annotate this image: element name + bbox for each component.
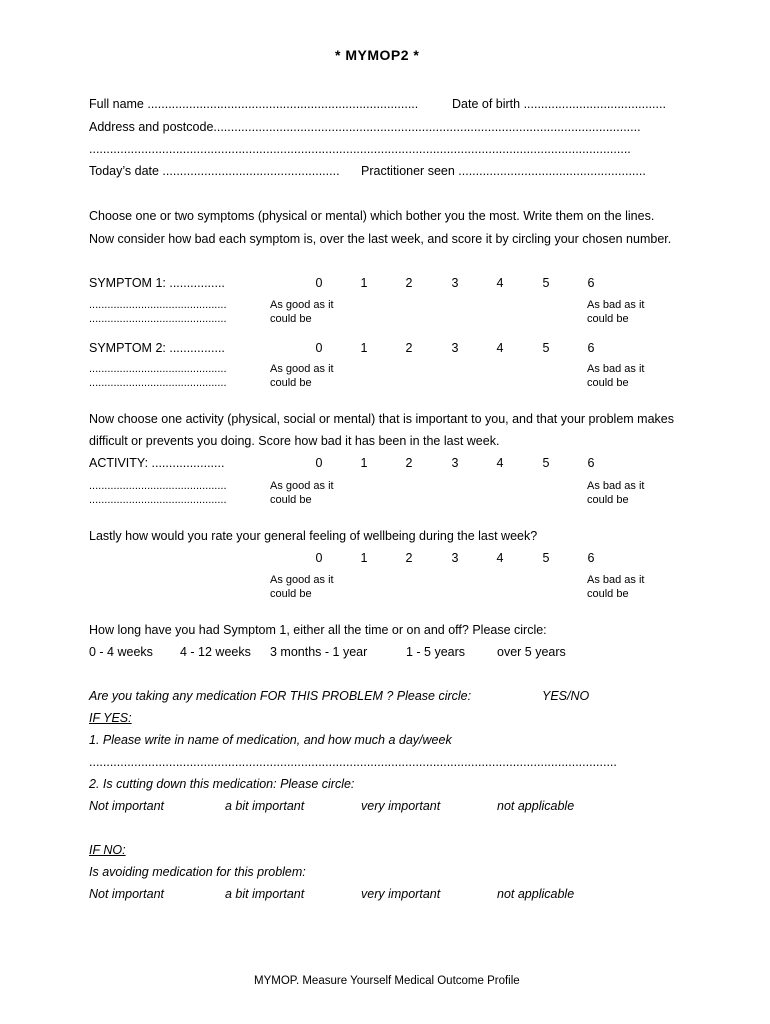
duration-option[interactable]: 1 - 5 years bbox=[406, 645, 466, 659]
scale-2[interactable]: 2 bbox=[405, 341, 413, 355]
scale-3[interactable]: 3 bbox=[451, 551, 459, 565]
scale-4[interactable]: 4 bbox=[496, 341, 504, 355]
anchor-bad-line-1: As bad as it bbox=[587, 363, 645, 375]
instruction-line-2: Now consider how bad each symptom is, over the last week, and score it by circling your chosen number. bbox=[89, 232, 672, 246]
scale-6[interactable]: 6 bbox=[587, 456, 595, 470]
anchor-good-line-2: could be bbox=[270, 494, 312, 506]
scale-1[interactable]: 1 bbox=[360, 276, 368, 290]
duration-option[interactable]: 3 months - 1 year bbox=[270, 645, 368, 659]
dob-field[interactable]: Date of birth ......................................... bbox=[452, 97, 666, 111]
instruction-line-1: Choose one or two symptoms (physical or mental) which bother you the most. Write them on the lines. bbox=[89, 209, 655, 223]
anchor-good-line-1: As good as it bbox=[270, 574, 334, 586]
symptom-2-label[interactable]: SYMPTOM 2: ................ bbox=[89, 341, 225, 355]
anchor-bad-line-1: As bad as it bbox=[587, 574, 645, 586]
footer: MYMOP. Measure Yourself Medical Outcome Profile bbox=[254, 975, 520, 987]
anchor-good-line-2: could be bbox=[270, 588, 312, 600]
avoiding-medication-question: Is avoiding medication for this problem: bbox=[89, 865, 306, 879]
scale-0[interactable]: 0 bbox=[315, 341, 323, 355]
scale-1[interactable]: 1 bbox=[360, 456, 368, 470]
anchor-good-line-1: As good as it bbox=[270, 480, 334, 492]
scale-1[interactable]: 1 bbox=[360, 341, 368, 355]
avoid-importance-option[interactable]: a bit important bbox=[225, 887, 305, 901]
duration-option[interactable]: over 5 years bbox=[497, 645, 566, 659]
anchor-bad-line-2: could be bbox=[587, 313, 629, 325]
activity-intro-line-1: Now choose one activity (physical, social or mental) that is important to you, and that your problem makes bbox=[89, 412, 674, 426]
todays-date-field[interactable]: Today’s date ................................................... bbox=[89, 164, 340, 178]
duration-option[interactable]: 4 - 12 weeks bbox=[180, 645, 251, 659]
scale-5[interactable]: 5 bbox=[542, 276, 550, 290]
scale-2[interactable]: 2 bbox=[405, 551, 413, 565]
symptom-2-line-2[interactable]: ............................................. bbox=[89, 377, 227, 389]
wellbeing-question: Lastly how would you rate your general feeling of wellbeing during the last week? bbox=[89, 529, 538, 543]
duration-question: How long have you had Symptom 1, either all the time or on and off? Please circle: bbox=[89, 623, 547, 637]
scale-4[interactable]: 4 bbox=[496, 456, 504, 470]
importance-option[interactable]: a bit important bbox=[225, 799, 305, 813]
form-title: * MYMOP2 * bbox=[335, 47, 420, 63]
scale-1[interactable]: 1 bbox=[360, 551, 368, 565]
anchor-bad-line-2: could be bbox=[587, 588, 629, 600]
anchor-good-line-2: could be bbox=[270, 377, 312, 389]
anchor-bad-line-2: could be bbox=[587, 494, 629, 506]
medication-name-question: 1. Please write in name of medication, and how much a day/week bbox=[89, 733, 452, 747]
scale-2[interactable]: 2 bbox=[405, 276, 413, 290]
practitioner-field[interactable]: Practitioner seen ...................................................... bbox=[361, 164, 646, 178]
scale-3[interactable]: 3 bbox=[451, 276, 459, 290]
medication-question: Are you taking any medication FOR THIS PROBLEM ? Please circle: bbox=[89, 689, 472, 703]
scale-0[interactable]: 0 bbox=[315, 276, 323, 290]
symptom-1-line-1[interactable]: ............................................. bbox=[89, 299, 227, 311]
scale-6[interactable]: 6 bbox=[587, 551, 595, 565]
if-no-heading: IF NO: bbox=[89, 843, 126, 857]
yes-no-option[interactable]: YES/NO bbox=[542, 689, 590, 703]
scale-6[interactable]: 6 bbox=[587, 276, 595, 290]
anchor-bad-line-2: could be bbox=[587, 377, 629, 389]
duration-option[interactable]: 0 - 4 weeks bbox=[89, 645, 153, 659]
scale-0[interactable]: 0 bbox=[315, 551, 323, 565]
scale-3[interactable]: 3 bbox=[451, 456, 459, 470]
scale-5[interactable]: 5 bbox=[542, 341, 550, 355]
avoid-importance-option[interactable]: very important bbox=[361, 887, 441, 901]
importance-option[interactable]: not applicable bbox=[497, 799, 575, 813]
anchor-bad-line-1: As bad as it bbox=[587, 299, 645, 311]
if-yes-heading: IF YES: bbox=[89, 711, 132, 725]
address-continuation-field[interactable]: ............................................................................................................................................................ bbox=[89, 142, 631, 156]
avoid-importance-option[interactable]: Not important bbox=[89, 887, 165, 901]
importance-option[interactable]: Not important bbox=[89, 799, 165, 813]
medication-name-field[interactable]: ........................................................................................................................................................ bbox=[89, 755, 617, 769]
full-name-field[interactable]: Full name .............................................................................. bbox=[89, 97, 419, 111]
activity-line-1[interactable]: ............................................. bbox=[89, 480, 227, 492]
scale-3[interactable]: 3 bbox=[451, 341, 459, 355]
activity-line-2[interactable]: ............................................. bbox=[89, 494, 227, 506]
symptom-2-line-1[interactable]: ............................................. bbox=[89, 363, 227, 375]
scale-4[interactable]: 4 bbox=[496, 551, 504, 565]
importance-option[interactable]: very important bbox=[361, 799, 441, 813]
scale-5[interactable]: 5 bbox=[542, 456, 550, 470]
anchor-good-line-2: could be bbox=[270, 313, 312, 325]
anchor-good-line-1: As good as it bbox=[270, 299, 334, 311]
symptom-1-line-2[interactable]: ............................................. bbox=[89, 313, 227, 325]
activity-intro-line-2: difficult or prevents you doing. Score how bad it has been in the last week. bbox=[89, 434, 500, 448]
avoid-importance-option[interactable]: not applicable bbox=[497, 887, 575, 901]
symptom-1-label[interactable]: SYMPTOM 1: ................ bbox=[89, 276, 225, 290]
scale-5[interactable]: 5 bbox=[542, 551, 550, 565]
anchor-bad-line-1: As bad as it bbox=[587, 480, 645, 492]
scale-2[interactable]: 2 bbox=[405, 456, 413, 470]
anchor-good-line-1: As good as it bbox=[270, 363, 334, 375]
activity-label[interactable]: ACTIVITY: ..................... bbox=[89, 456, 225, 470]
address-field[interactable]: Address and postcode........................................................................................................................... bbox=[89, 120, 641, 134]
scale-6[interactable]: 6 bbox=[587, 341, 595, 355]
scale-4[interactable]: 4 bbox=[496, 276, 504, 290]
cutting-down-question: 2. Is cutting down this medication: Please circle: bbox=[89, 777, 355, 791]
scale-0[interactable]: 0 bbox=[315, 456, 323, 470]
